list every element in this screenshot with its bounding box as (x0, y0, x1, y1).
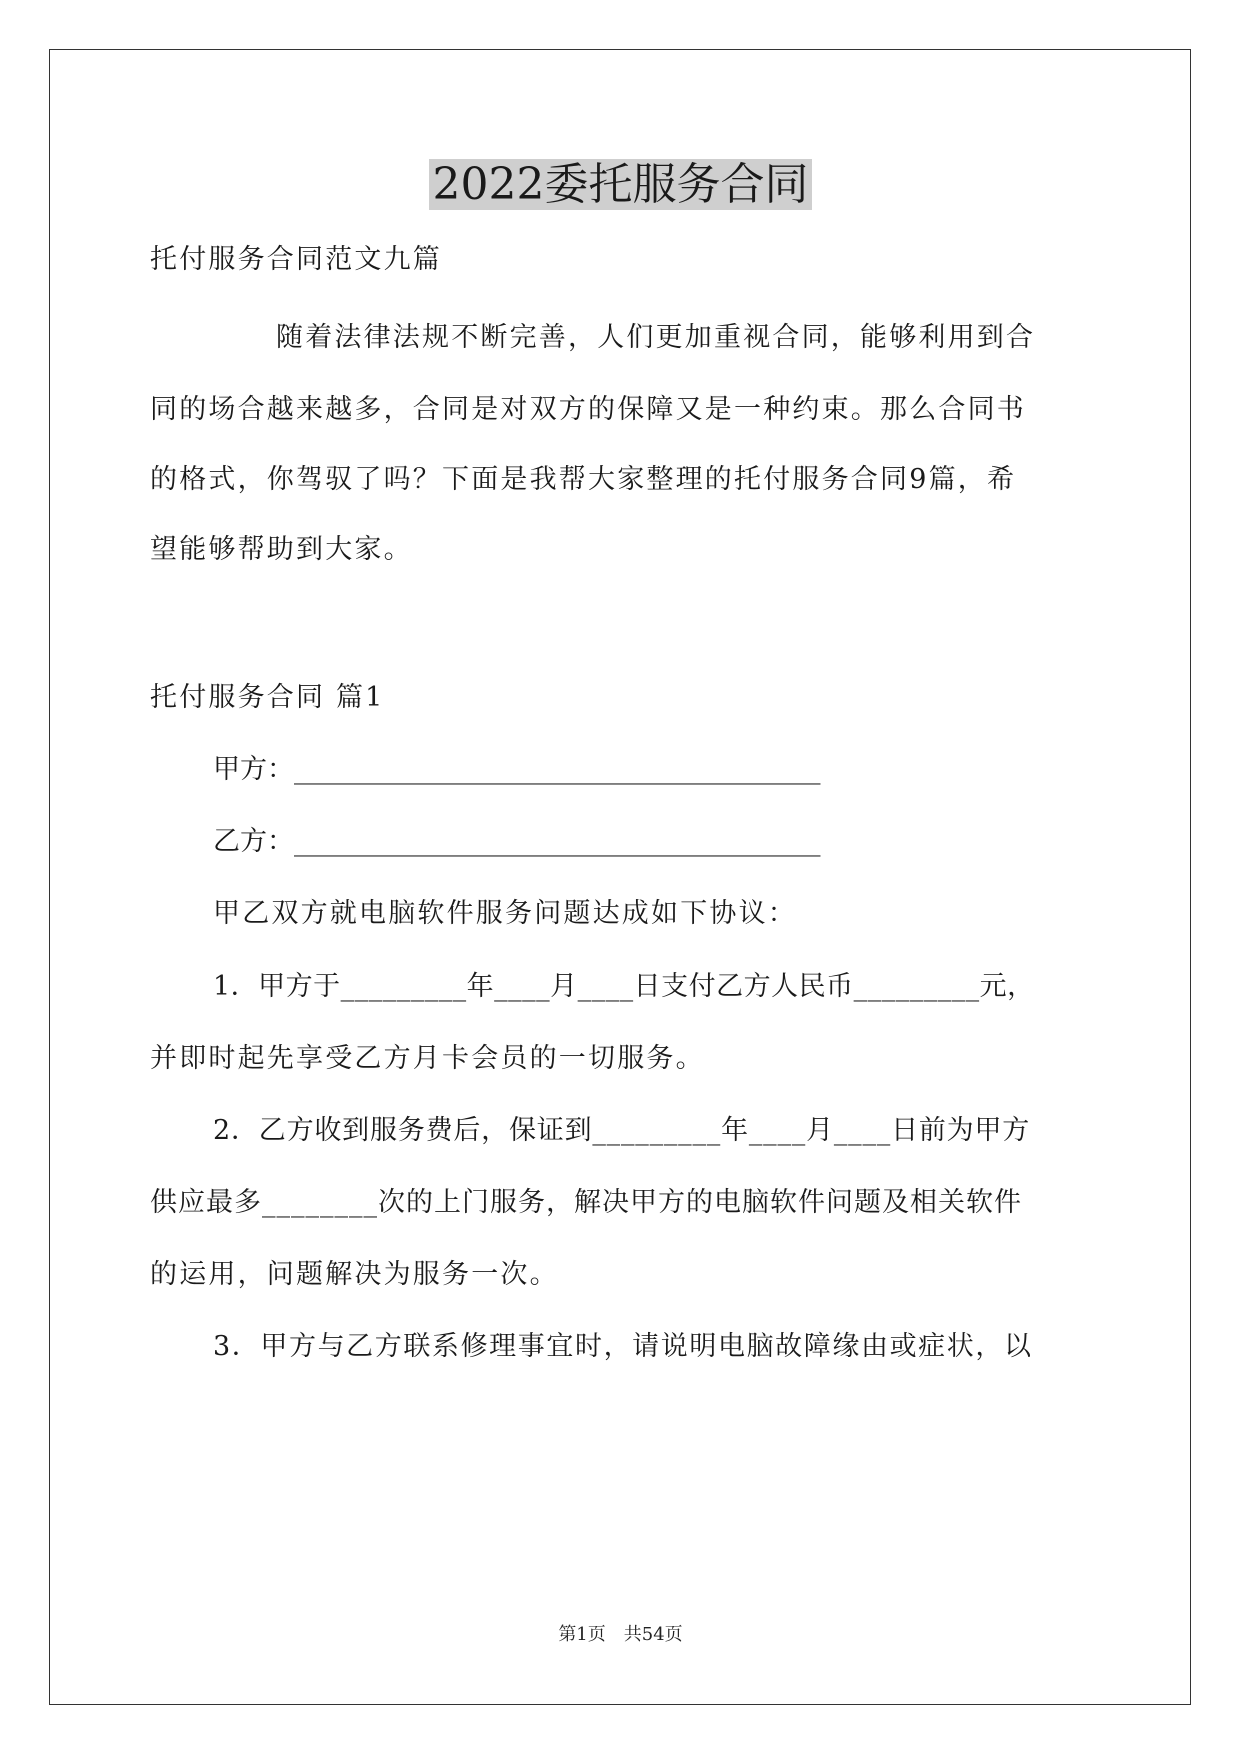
party-b-line: 乙方：_______________________________________ (213, 826, 821, 857)
clause-2-line-3: 的运用，问题解决为服务一次。 (150, 1259, 559, 1290)
clause-1-line-1: 1．甲方于_________年____月____日支付乙方人民币_________元， (213, 971, 1035, 1002)
intro-line-4: 望能够帮助到大家。 (150, 534, 413, 565)
document-subtitle: 托付服务合同范文九篇 (150, 244, 442, 275)
party-a-line: 甲方：_______________________________________ (213, 754, 821, 785)
section-heading: 托付服务合同 篇1 (150, 682, 385, 713)
intro-line-1: 随着法律法规不断完善，人们更加重视合同，能够利用到合 (276, 322, 1036, 353)
clause-2-line-2: 供应最多________次的上门服务，解决甲方的电脑软件问题及相关软件 (150, 1187, 1022, 1218)
clause-3-line-1: 3．甲方与乙方联系修理事宜时，请说明电脑故障缘由或症状，以 (213, 1331, 1033, 1362)
clause-2-line-1: 2．乙方收到服务费后，保证到_________年____月____日前为甲方 (213, 1115, 1031, 1146)
page-number: 第1页 共54页 (558, 1624, 683, 1645)
page-border (49, 49, 1191, 1705)
agreement-intro: 甲乙双方就电脑软件服务问题达成如下协议： (213, 898, 797, 929)
document-title: 2022委托服务合同 (0, 155, 1241, 215)
clause-1-line-2: 并即时起先享受乙方月卡会员的一切服务。 (150, 1043, 705, 1074)
intro-line-2: 同的场合越来越多，合同是对双方的保障又是一种约束。那么合同书 (150, 394, 1026, 425)
intro-line-3: 的格式，你驾驭了吗？下面是我帮大家整理的托付服务合同9篇，希 (150, 464, 1017, 495)
